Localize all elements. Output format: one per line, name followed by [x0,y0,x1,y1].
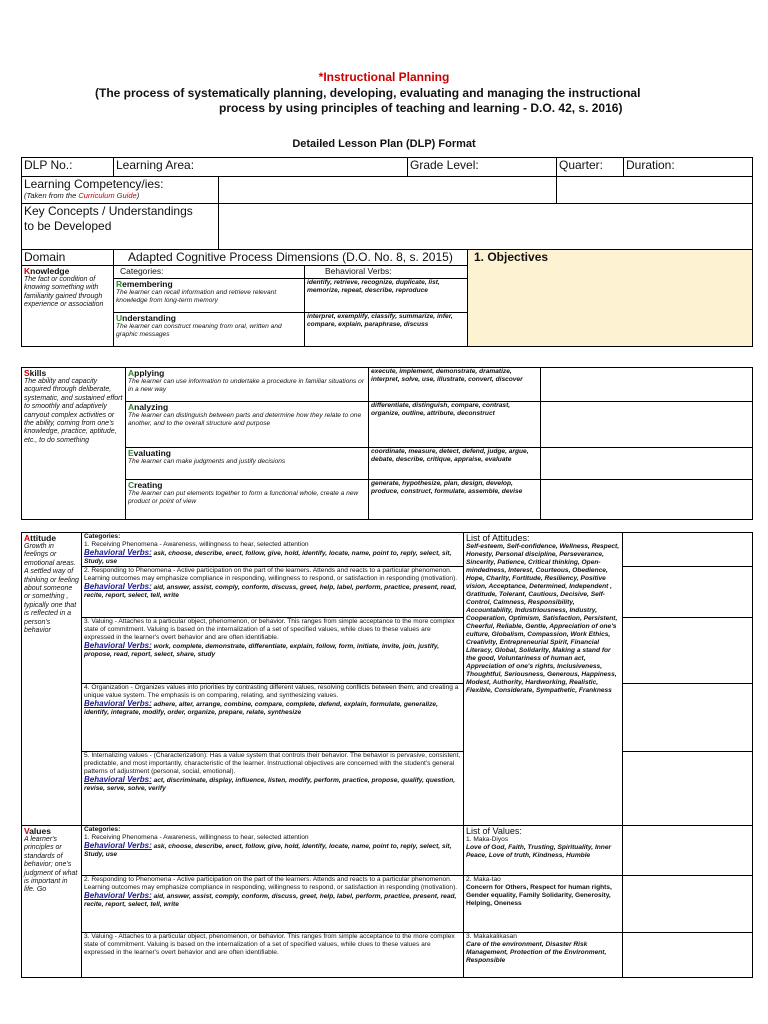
values-group-1-cell [464,826,623,876]
creating-cell [126,480,369,520]
values-valuing-cell [82,933,464,978]
attitude-responding-text: 2. Responding to Phenomena - Active participation on the part of the learners. Attends and reacts to a particular phenomenon. Learning outcomes may emphasize compliance in responding, willingness to respond, or satisfaction in responding (motivation). [84,567,458,582]
values-label: Values [24,826,51,836]
objectives-header: 1. Objectives [468,250,753,347]
competency-label: Learning Competency/ies: [24,177,164,191]
page-subtitle [95,86,695,116]
values-group-1-head: 1. Maka-Diyos [466,836,509,843]
remembering-cell [114,279,305,313]
attitude-internalizing-cell [82,752,464,826]
values-receiving-cell [82,826,464,876]
attitude-valuing-cell [82,618,464,684]
list-attitudes-label: List of Attitudes: [466,533,530,543]
analyzing-cell [126,402,369,448]
values-group-3-cell [464,933,623,978]
subtitle-line-1: (The process of systematically planning, developing, evaluating and managing the instructional [95,86,641,100]
values-objective-2 [623,876,753,933]
adapted-header: Adapted Cognitive Process Dimensions (D.O. No. 8, s. 2015) [114,250,468,266]
attitude-objective-5 [623,752,753,826]
values-group-2-body: Concern for Others, Respect for human rights, Gender equality, Family Solidarity, Generosity, Helping, Oneness [466,884,612,907]
competency-note: (Taken from the Curriculum Guide) [24,191,140,200]
attitude-objective-2 [623,567,753,618]
analyzing-label: Analyzing [128,402,169,412]
knowledge-desc: The fact or condition of knowing something with familiarity gained through experience or association [24,276,104,309]
list-attitudes: Self-esteem, Self-confidence, Wellness, Respect, Honesty, Personal discipline, Perseverance, Sincerity, Patience, Critical thinking, Open-mindedness, Interest, Courteous, Obedience, Hope, Charity, Fortitude, Resiliency, Positive vision, Acceptance, Determined, Independent , Gratitude, Tolerant, Cautious, Decisive, Self-Control, Calmness, Responsibility, Accountability, Industriousness, Industry, Cooperation, Optimism, Satisfaction, Persistent, Cheerful, Reliable, Gentle, Appreciation of one's culture, Globalism, Compassion, Work Ethics, Creativity, Entrepreneurial Spirit, Financial Literacy, Global, Solidarity, Making a stand for the good, Voluntariness of human act, Appreciation of one's rights, Inclusiveness, Thoughtful, Seriousness, Generous, Happiness, Modest, Authority, Hardworking, Realistic, Flexible, Considerate, Sympathetic, Frankness [466,543,620,694]
creating-verbs: generate, hypothesize, plan, design, develop, produce, construct, formulate, assemble, devise [369,480,541,520]
attitude-responding-verbs: Behavioral Verbs: aid, answer, assist, comply, conform, discuss, greet, help, label, perform, practice, present, read, recite, report, select, tell, write [84,582,457,599]
dlp-header-table [21,157,753,347]
duration-cell: Duration: [624,158,753,177]
attitude-valuing-text: 3. Valuing - Attaches to a particular object, phenomenon, or behavior. This ranges from simple acceptance to the more complex state of commitment. Valuing is based on the internalization of a set of specified values, while clues to these values are expressed in the learner's overt behavior and are often identifiable. [84,618,455,641]
attitude-cell [22,533,82,826]
format-title: Detailed Lesson Plan (DLP) Format [292,138,476,150]
values-desc: A learner's principles or standards of behavior; one's judgment of what is important in life. Go [24,836,78,894]
competency-content [219,177,557,204]
remembering-desc: The learner can recall information and retrieve relevant knowledge from long-term memory [116,289,277,304]
attitude-desc: Growth in feelings or emotional areas. A settled way of thinking or feeling about someone or something , typically one that is reflected in a person's behavior [24,543,79,635]
behavioral-verbs-header: Behavioral Verbs: [305,266,468,279]
remembering-label: Remembering [116,279,173,289]
attitude-objective-3 [623,618,753,684]
understanding-verbs: interpret, exemplify, classify, summarize, infer, compare, explain, paraphrase, discuss [305,313,468,347]
dlp-no-cell: DLP No.: [22,158,114,177]
evaluating-verbs: coordinate, measure, detect, defend, judge, argue, debate, describe, critique, appraise, evaluate [369,448,541,480]
values-group-3-body: Care of the environment, Disaster Risk Management, Protection of the Environment, Responsible [466,941,607,964]
attitude-receiving-cell [82,533,464,567]
values-receiving-verbs: Behavioral Verbs: ask, choose, describe, erect, follow, give, hold, identify, locate, name, point to, reply, select, sit, Study, use [84,841,452,858]
attitude-internalizing-text: 5. Internalizing values - (Characterization): Has a value system that controls their behavior. The behavior is pervasive, consistent, predictable, and most importantly, characteristic of the learner. Instructional objectives are concerned with the student's general patterns of adjustment (personal, social, emotional). [84,752,461,775]
competency-cell [22,177,219,204]
evaluating-desc: The learner can make judgments and justify decisions [128,458,286,465]
attitude-categories: Categories: [84,533,121,540]
values-categories: Categories: [84,826,121,833]
attitude-valuing-verbs: Behavioral Verbs: work, complete, demonstrate, differentiate, explain, follow, form, initiate, invite, join, justify, propose, read, report, select, share, study [84,641,440,658]
values-cell [22,826,82,978]
remembering-verbs: identify, retrieve, recognize, duplicate, list, memorize, repeat, describe, reproduce [305,279,468,313]
knowledge-label: Knowledge [24,266,70,276]
attitude-values-table [21,532,753,978]
attitude-internalizing-verbs: Behavioral Verbs: act, discriminate, display, influence, listen, modify, perform, practice, propose, qualify, question, revise, serve, solve, verify [84,775,456,792]
knowledge-cell [22,266,114,347]
understanding-label: Understanding [116,313,176,323]
values-objective-3 [623,933,753,978]
domain-header: Domain [22,250,114,266]
attitude-responding-cell [82,567,464,618]
key-concepts-cell: Key Concepts / Understandings to be Developed [22,204,219,250]
values-group-1-body: Love of God, Faith, Trusting, Spirituality, Inner Peace, Love of truth, Kindness, Humble [466,844,612,859]
skills-table [21,367,753,520]
attitude-organization-text: 4. Organization - Organizes values into priorities by contrasting different values, resolving conflicts between them, and creating a unique value system. The emphasis is on comparing, relating, and synthesizing values. [84,684,459,699]
analyzing-verbs: differentiate, distinguish, compare, contrast, organize, outline, attribute, deconstruct [369,402,541,448]
values-objective-1 [623,826,753,876]
creating-label: Creating [128,480,163,490]
quarter-cell: Quarter: [557,158,624,177]
attitude-objective-4 [623,684,753,752]
attitude-objective-1 [623,533,753,567]
skills-cell [22,368,126,520]
analyzing-objective [541,402,753,448]
key-concepts-content [219,204,753,250]
competency-blank [557,177,753,204]
attitude-receiving-verbs: Behavioral Verbs: ask, choose, describe, erect, follow, give, hold, identify, locate, name, point to, reply, select, sit, Study, use [84,548,452,565]
creating-desc: The learner can put elements together to form a functional whole, create a new product or point of view [128,490,359,505]
grade-level-cell: Grade Level: [408,158,557,177]
list-attitudes-cell [464,533,623,826]
creating-objective [541,480,753,520]
analyzing-desc: The learner can distinguish between parts and determine how they relate to one another, and to the overall structure and purpose [128,412,362,427]
values-group-2-head: 2. Maka-tao [466,876,501,883]
understanding-cell [114,313,305,347]
page-title: *Instructional Planning [318,70,450,84]
attitude-label: Attitude [24,533,57,543]
applying-objective [541,368,753,402]
skills-label: Skills [24,368,47,378]
attitude-organization-cell [82,684,464,752]
values-group-2-cell [464,876,623,933]
applying-verbs: execute, implement, demonstrate, dramatize, interpret, solve, use, illustrate, convert, discover [369,368,541,402]
applying-desc: The learner can use information to undertake a procedure in familiar situations or in a new way [128,378,365,393]
values-responding-verbs: Behavioral Verbs: aid, answer, assist, comply, conform, discuss, greet, help, label, perform, practice, present, read, recite, report, select, tell, write [84,891,457,908]
values-valuing-text: 3. Valuing - Attaches to a particular object, phenomenon, or behavior. This ranges from simple acceptance to the more complex state of commitment. Valuing is based on the internalization of a set of specified values, while clues to these values are expressed in the learner's overt behavior and are often identifiable. [84,933,455,956]
evaluating-label: Evaluating [128,448,171,458]
attitude-organization-verbs: Behavioral Verbs: adhere, alter, arrange, combine, compare, complete, defend, explain, formulate, generalize, identify, integrate, modify, order, organize, prepare, relate, synthesize [84,699,438,716]
understanding-desc: The learner can construct meaning from oral, written and graphic messages [116,323,282,338]
values-receiving-text: 1. Receiving Phenomena - Awareness, willingness to hear, selected attention [84,834,309,841]
values-responding-text: 2. Responding to Phenomena - Active participation on the part of the learners. Attends and reacts to a particular phenomenon. Learning outcomes may emphasize compliance in responding, willingness to respond, or satisfaction in responding (motivation). [84,876,458,891]
applying-cell [126,368,369,402]
attitude-receiving-text: 1. Receiving Phenomena - Awareness, willingness to hear, selected attention [84,541,309,548]
skills-desc: The ability and capacity acquired through deliberate, systematic, and sustained effort to smoothly and adaptively carryout complex activities or the ability, coming from one's knowledge, practice, aptitude, etc., to do something [24,378,123,444]
categories-header: Categories: [114,266,305,279]
evaluating-objective [541,448,753,480]
evaluating-cell [126,448,369,480]
list-values-label: List of Values: [466,826,522,836]
values-group-3-head: 3. Makakalikasan [466,933,517,940]
values-responding-cell [82,876,464,933]
subtitle-line-2: process by using principles of teaching and learning - D.O. 42, s. 2016) [219,101,623,115]
learning-area-cell: Learning Area: [114,158,408,177]
applying-label: Applying [128,368,165,378]
